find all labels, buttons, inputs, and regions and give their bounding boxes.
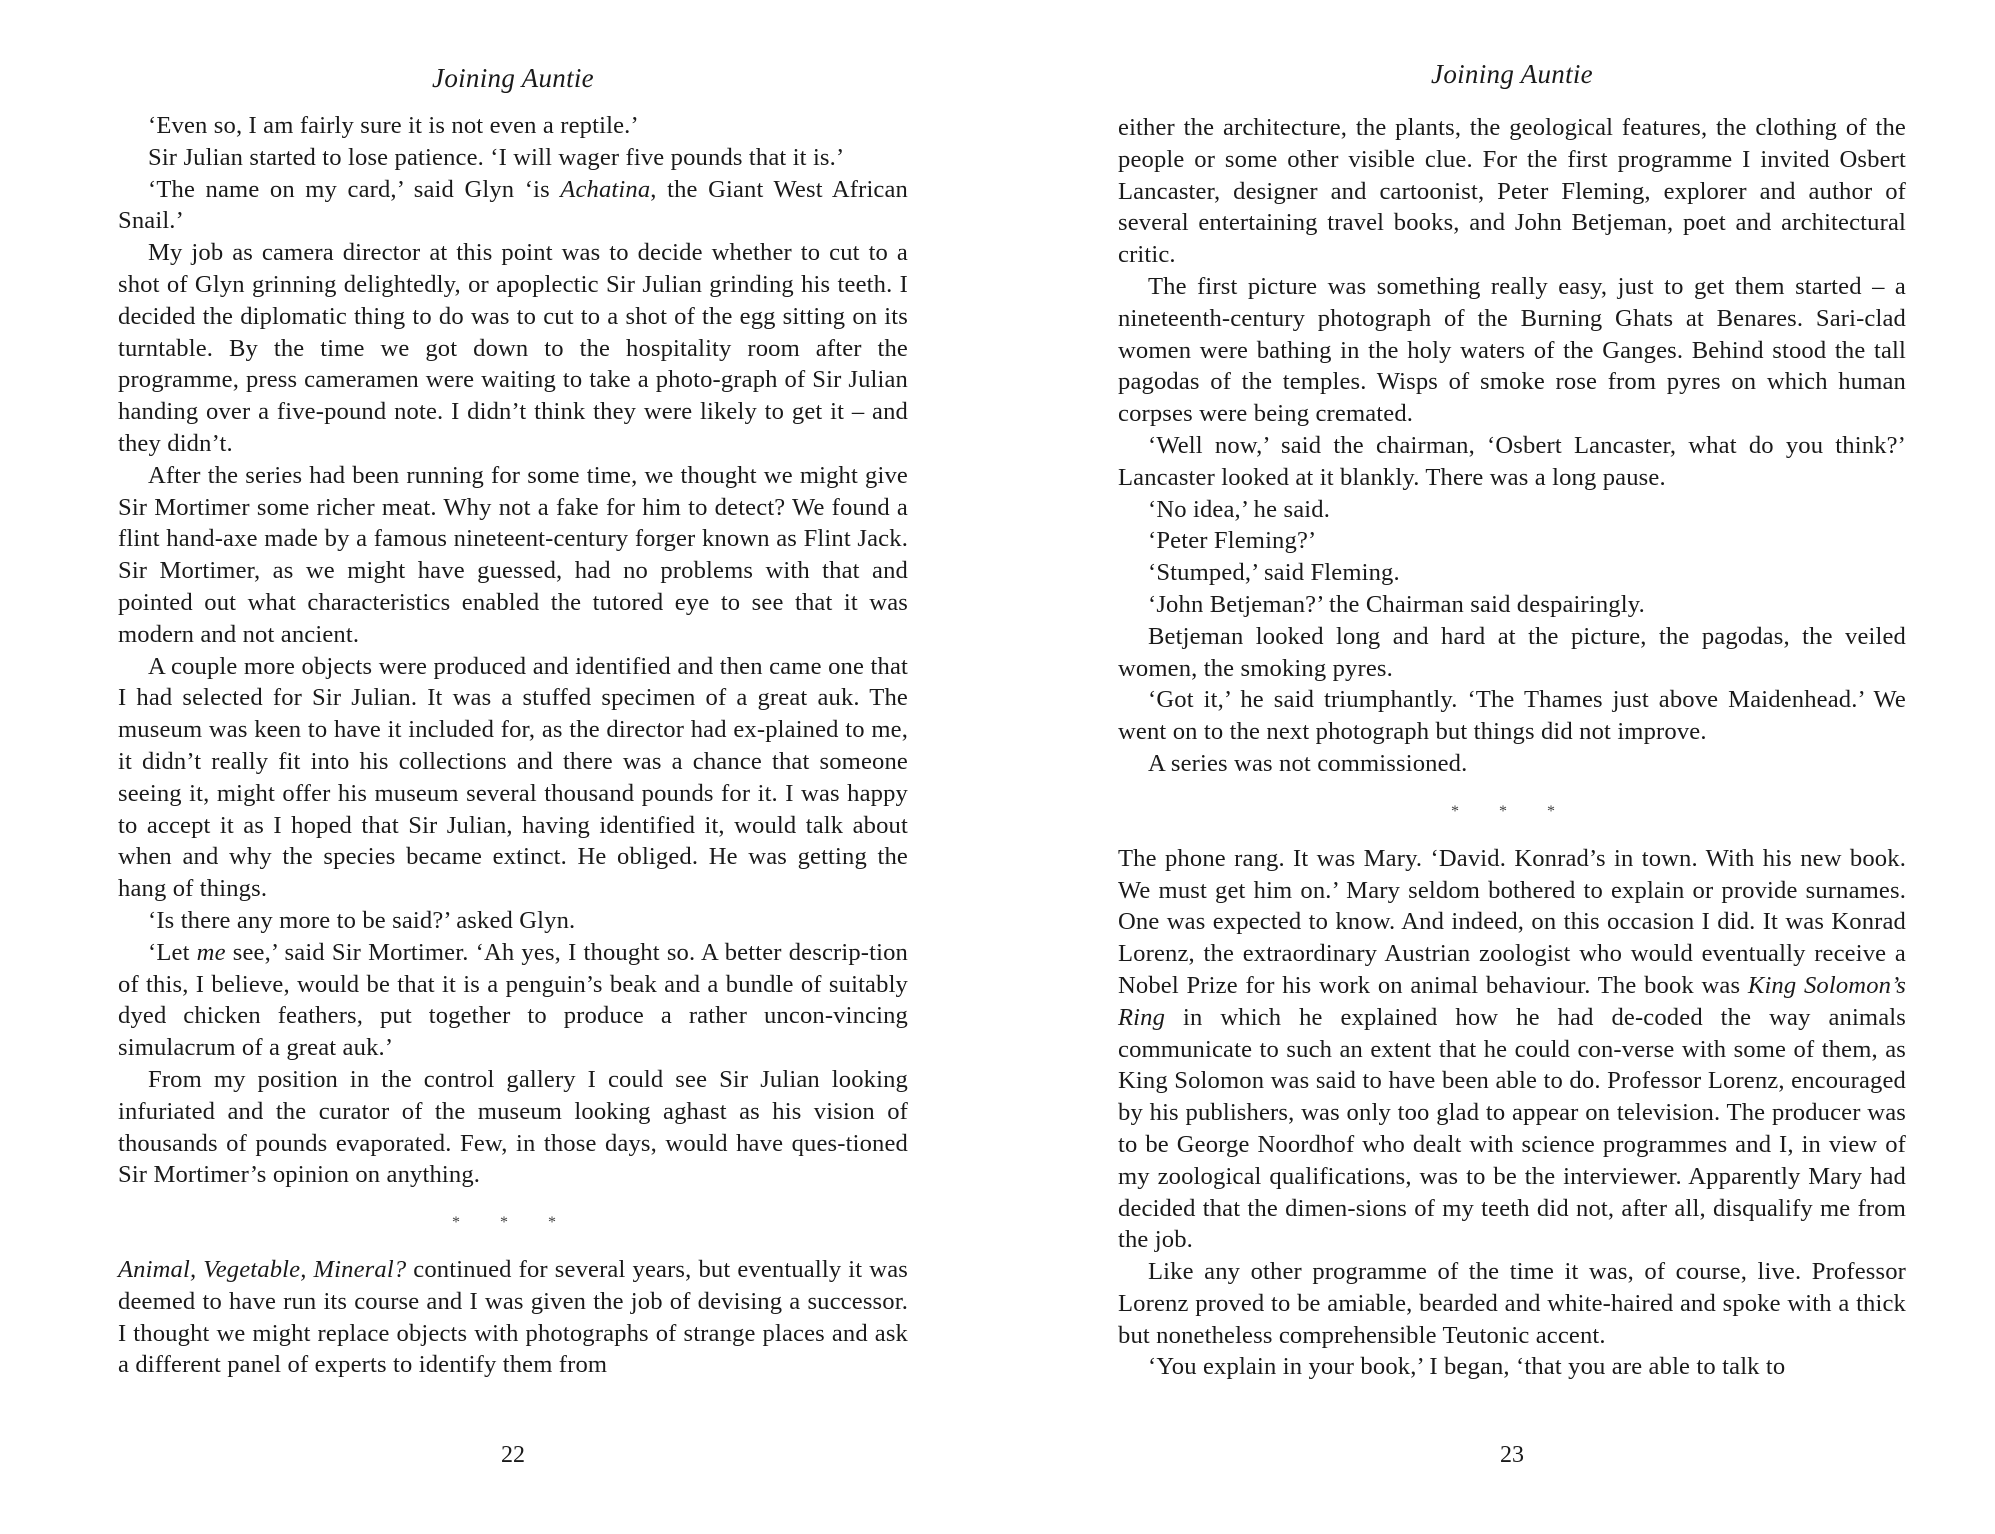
italic-term: Achatina [560, 175, 651, 203]
paragraph: From my position in the control gallery I could see Sir Julian looking infuriated and the curator of the museum looking aghast as his vision of thousands of pounds evaporated. Few, in those days, would have ques-tioned Sir Mortimer’s opinion on anything. [118, 1065, 908, 1189]
paragraph: ‘John Betjeman?’ the Chairman said despairingly. [1148, 590, 1645, 618]
left-page-body [118, 110, 908, 1381]
running-head-left: Joining Auntie [432, 63, 594, 93]
italic-title: Animal, Vegetable, Mineral? [118, 1256, 407, 1284]
paragraph: The first picture was something really easy, just to get them started – a nineteenth-century photograph of the Burning Ghats at Benares. Sari-clad women were bathing in the holy waters of the Ganges. Behind stood the tall pagodas of the temples. Wisps of smoke rose from pyres on which human corpses were being cremated. [1118, 272, 1906, 428]
paragraph: A series was not commissioned. [1148, 749, 1468, 777]
paragraph: ‘Got it,’ he said triumphantly. ‘The Thames just above Maidenhead.’ We went on to the next photograph but things did not improve. [1118, 686, 1906, 746]
italic-title: King Solomon’s Ring [1118, 971, 1906, 1031]
text-run: in which he explained how he had de-coded the way animals communicate to such an extent that he could con-verse with some of them, as King Solomon was said to have been able to do. Professor Lorenz, encouraged by his publishers, was only too glad to appear on television. The producer was to be George Noordhof who dealt with science programmes and I, in view of my zoological qualifications, was to be the interviewer. Apparently Mary had decided that the dimen-sions of my teeth did not, after all, disqualify me from the job. [1118, 1003, 1906, 1254]
paragraph: ‘No idea,’ he said. [1148, 495, 1330, 523]
left-page [118, 0, 908, 1534]
paragraph [1118, 843, 1906, 1256]
paragraph: After the series had been running for some time, we thought we might give Sir Mortimer some richer meat. Why not a fake for him to detect? We found a flint hand-axe made by a famous nineteent-century forger known as Flint Jack. Sir Mortimer, as we might have guessed, had no problems with that and pointed out what characteristics enabled the tutored eye to see that it was modern and not ancient. [118, 461, 908, 648]
paragraph: either the architecture, the plants, the geological features, the clothing of the people or some other visible clue. For the first programme I invited Osbert Lancaster, designer and cartoonist, Peter Fleming, explorer and author of several entertaining travel books, and John Betjeman, poet and architectural critic. [1118, 114, 1906, 269]
text-run: continued for several years, but eventually it was deemed to have run its course and I was given the job of devising a successor. I thought we might replace objects with photographs of strange places and ask a different panel of experts to identify them from [118, 1256, 908, 1379]
paragraph: ‘Stumped,’ said Fleming. [1148, 559, 1400, 587]
text-run: , the Giant West African Snail.’ [118, 175, 908, 235]
paragraph: Like any other programme of the time it was, of course, live. Professor Lorenz proved to be amiable, bearded and white-haired and spoke with a thick but nonetheless comprehensible Teutonic accent. [1118, 1258, 1906, 1349]
paragraph: My job as camera director at this point was to decide whether to cut to a shot of Glyn grinning delightedly, or apoplectic Sir Julian grinding his teeth. I decided the diplomatic thing to do was to cut to a shot of the egg sitting on its turntable. By the time we got down to the hospitality room after the programme, press cameramen were waiting to take a photo-graph of Sir Julian handing over a five-pound note. I didn’t think they were likely to get it – and they didn’t. [118, 239, 908, 457]
paragraph [118, 937, 908, 1064]
right-page [1118, 0, 1906, 1534]
text-run: ‘Let [148, 938, 197, 966]
text-run: The phone rang. It was Mary. ‘David. Konrad’s in town. With his new book. We must get him on.’ Mary seldom bothered to explain or provide surnames. One was expected to know. And indeed, on this occasion I did. It was Konrad Lorenz, the extraordinary Austrian zoologist who would eventually receive a Nobel Prize for his work on animal behaviour. The book was [1118, 844, 1906, 999]
paragraph: Betjeman looked long and hard at the picture, the pagodas, the veiled women, the smoking pyres. [1118, 622, 1906, 682]
text-run: see,’ said Sir Mortimer. ‘Ah yes, I thought so. A better descrip-tion of this, I believe, would be that it is a penguin’s beak and a bundle of suitably dyed chicken feathers, put together to produce a rather uncon-vincing simulacrum of a great auk.’ [118, 938, 908, 1062]
paragraph: A couple more objects were produced and identified and then came one that I had selected for Sir Julian. It was a stuffed specimen of a great auk. The museum was keen to have it included for, as the director had ex-plained to me, it didn’t really fit into his collections and there was a chance that someone seeing it, might offer his museum several thousand pounds for it. I was happy to accept it as I hoped that Sir Julian, having identified it, would talk about when and why the species became extinct. He obliged. He was getting the hang of things. [118, 652, 908, 903]
paragraph: ‘You explain in your book,’ I began, ‘that you are able to talk to [1148, 1353, 1786, 1381]
section-break: * * * [1451, 802, 1573, 820]
section-break: * * * [452, 1214, 574, 1232]
page-number-right: 23 [1500, 1442, 1524, 1468]
right-page-body [1118, 112, 1906, 1383]
paragraph [118, 174, 908, 238]
italic-term: me [196, 938, 226, 966]
page-number-left: 22 [501, 1442, 525, 1468]
text-run: ‘The name on my card,’ said Glyn ‘is [148, 175, 561, 203]
paragraph: ‘Is there any more to be said?’ asked Glyn. [148, 906, 576, 934]
paragraph: ‘Peter Fleming?’ [1148, 527, 1317, 555]
running-head-right: Joining Auntie [1431, 59, 1593, 89]
paragraph: ‘Well now,’ said the chairman, ‘Osbert Lancaster, what do you think?’ Lancaster looked at it blankly. There was a long pause. [1118, 431, 1906, 491]
paragraph [118, 1254, 908, 1381]
paragraph: ‘Even so, I am fairly sure it is not even a reptile.’ [148, 112, 639, 139]
paragraph: Sir Julian started to lose patience. ‘I will wager five pounds that it is.’ [148, 143, 845, 171]
